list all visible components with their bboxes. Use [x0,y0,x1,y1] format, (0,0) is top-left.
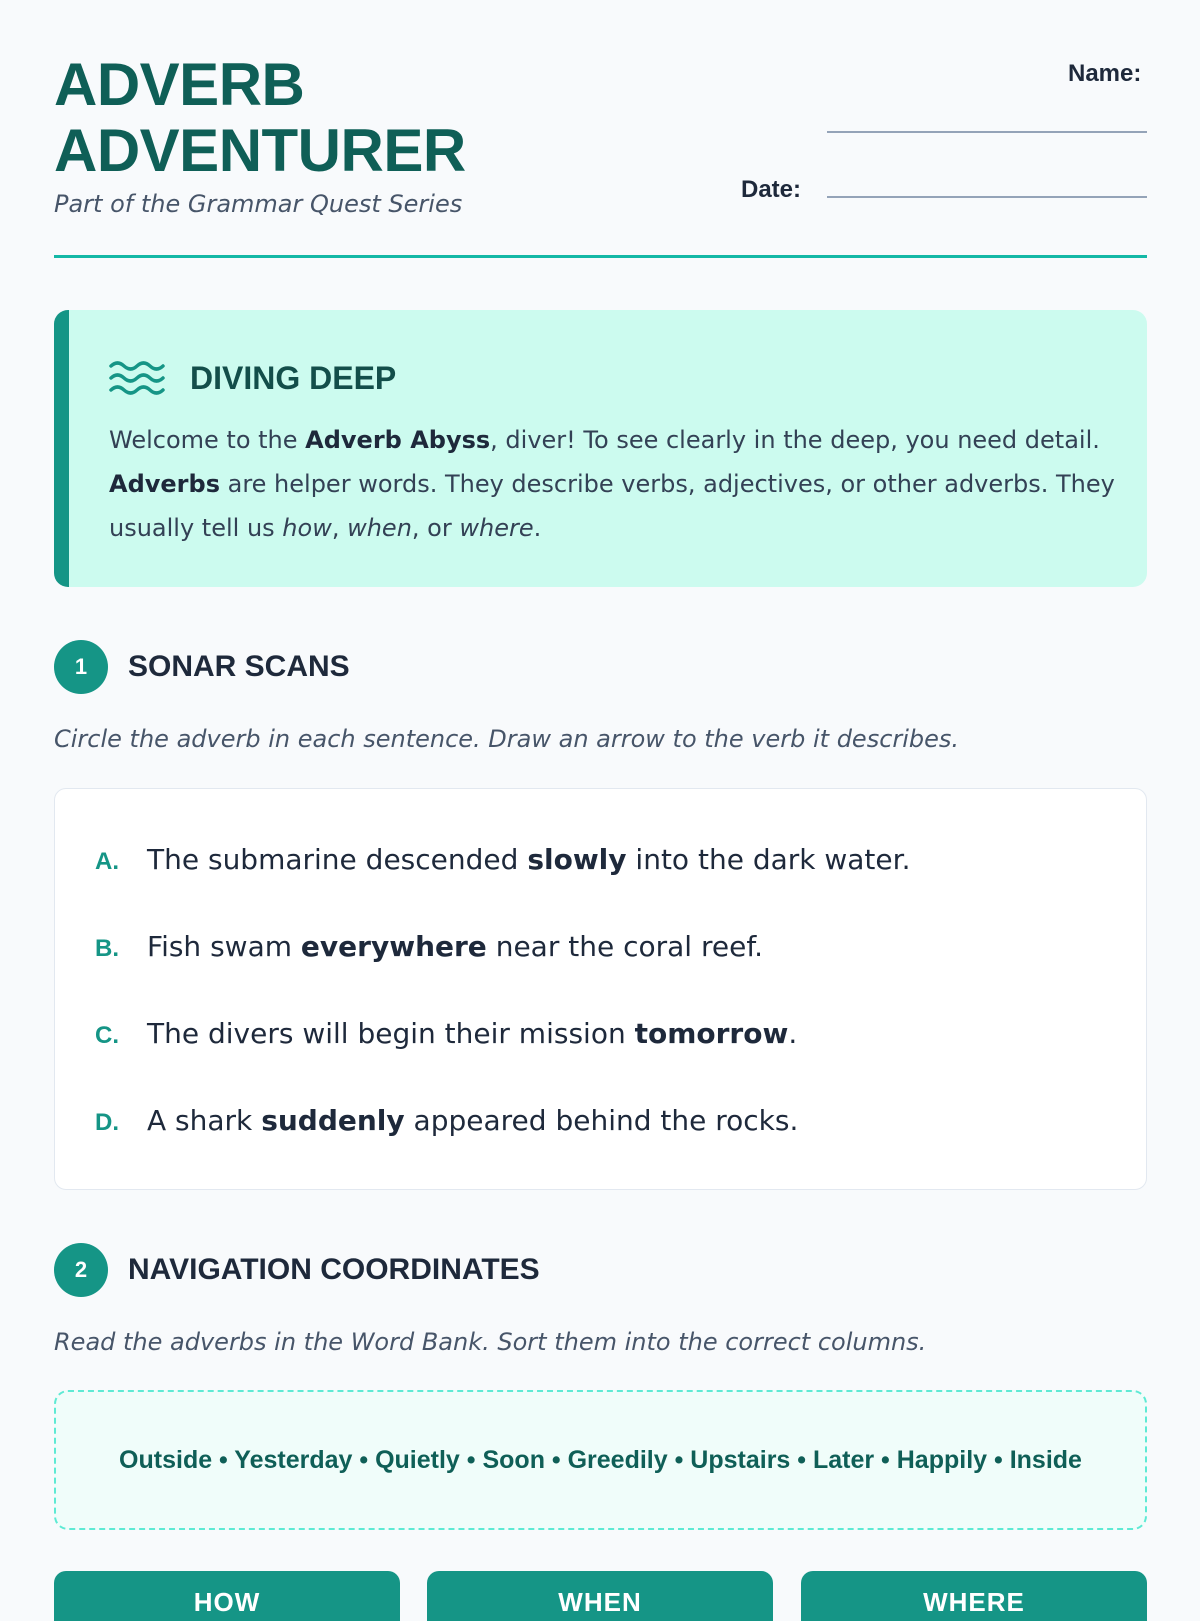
intro-text-part: , diver! To see clearly in the deep, you need detail. [490,426,1100,454]
sentence-letter: C. [95,1022,119,1049]
column-where-header: WHERE [801,1571,1147,1621]
word-bank [54,1390,1147,1530]
intro-italic-how: how [282,514,332,542]
waves-icon [109,358,163,398]
name-label: Name: [1068,60,1142,87]
intro-title: DIVING DEEP [190,359,397,396]
name-field[interactable] [827,131,1147,133]
sentence-part: The submarine descended [147,843,528,876]
section-number-badge: 1 [54,640,108,694]
sentence-text[interactable] [147,930,763,963]
section-2-instructions: Read the adverbs in the Word Bank. Sort them into the correct columns. [54,1328,927,1356]
intro-text [109,418,1119,550]
intro-box [54,310,1147,587]
intro-text-part: . [533,514,542,542]
intro-italic-where: where [459,514,534,542]
intro-header [109,358,396,398]
column-how-header: HOW [54,1571,400,1621]
sentence-adverb[interactable]: everywhere [300,930,487,963]
intro-text-part: , [331,514,348,542]
sentence-part: A shark [147,1104,262,1137]
column-when-header: WHEN [427,1571,773,1621]
section-1-header [54,640,350,694]
sentence-letter: B. [95,935,119,962]
word-bank-words: Outside • Yesterday • Quietly • Soon • Greedily • Upstairs • Later • Happily • Inside [119,1446,1082,1474]
sentence-adverb[interactable]: suddenly [261,1104,405,1137]
intro-italic-when: when [347,514,412,542]
sentence-part: . [788,1017,798,1050]
intro-bold-term: Adverb Abyss [305,426,491,454]
sentence-part: appeared behind the rocks. [404,1104,799,1137]
worksheet-title [54,52,466,184]
sentence-letter: A. [95,848,119,875]
section-1-instructions: Circle the adverb in each sentence. Draw an arrow to the verb it describes. [54,725,960,753]
intro-text-part: , or [411,514,460,542]
sentence-part: into the dark water. [626,843,911,876]
worksheet-page [54,0,1147,1617]
intro-text-part: are helper words. They describe verbs, adjectives, or other adverbs. They usually tell us [109,470,1115,542]
sentence-text[interactable] [147,1104,798,1137]
date-field[interactable] [827,196,1147,198]
section-title: NAVIGATION COORDINATES [128,1253,540,1286]
sentence-item [95,930,763,963]
sentence-item [95,843,910,876]
sentence-letter: D. [95,1109,119,1136]
sentence-text[interactable] [147,843,910,876]
date-label: Date: [741,176,802,203]
sentence-item [95,1104,798,1137]
sentence-list [54,788,1147,1190]
intro-bold-term: Adverbs [109,470,220,498]
sentence-item [95,1017,797,1050]
sentence-adverb[interactable]: tomorrow [634,1017,789,1050]
sentence-adverb[interactable]: slowly [527,843,627,876]
section-title: SONAR SCANS [128,650,350,683]
title-line-2: ADVENTURER [54,117,466,184]
title-line-1: ADVERB [54,51,305,118]
worksheet-subtitle: Part of the Grammar Quest Series [54,190,463,218]
section-number-badge: 2 [54,1243,108,1297]
intro-text-part: Welcome to the [109,426,306,454]
worksheet-header [54,0,1147,258]
sentence-text[interactable] [147,1017,797,1050]
sentence-part: near the coral reef. [486,930,764,963]
sentence-part: The divers will begin their mission [147,1017,635,1050]
sentence-part: Fish swam [147,930,301,963]
section-2-header [54,1243,540,1297]
